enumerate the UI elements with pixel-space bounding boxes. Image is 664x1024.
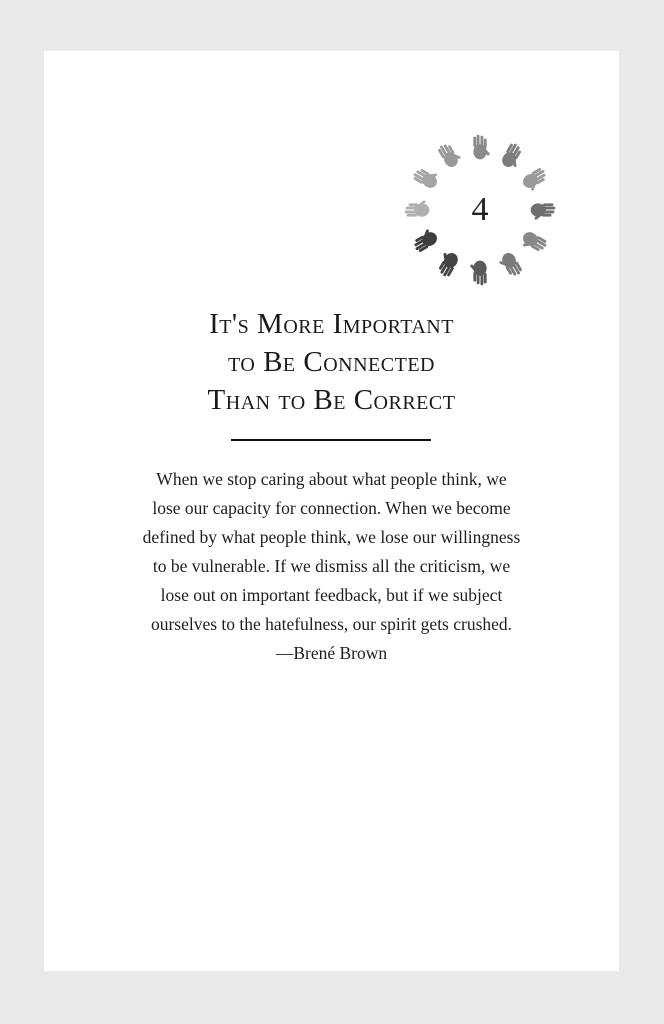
epigraph-quote <box>84 465 579 668</box>
book-page <box>44 51 619 971</box>
title-divider <box>231 439 431 441</box>
quote-line-6: ourselves to the hatefulness, our spirit gets crushed. <box>150 614 513 634</box>
quote-line-3: defined by what people think, we lose our willingness <box>142 527 521 547</box>
title-line-1: It's More Important <box>209 308 454 340</box>
quote-line-5: lose out on important feedback, but if we subject <box>160 585 503 605</box>
quote-line-4: to be vulnerable. If we dismiss all the criticism, we <box>152 556 511 576</box>
chapter-title <box>44 305 619 419</box>
chapter-emblem <box>398 128 562 292</box>
chapter-number: 4 <box>471 191 489 228</box>
title-line-2: to Be Connected <box>228 346 435 378</box>
quote-line-2: lose our capacity for connection. When we become <box>152 498 511 518</box>
title-line-3: Than to Be Correct <box>207 384 456 416</box>
quote-attribution: —Brené Brown <box>275 643 388 663</box>
quote-line-1: When we stop caring about what people think, we <box>156 469 507 489</box>
